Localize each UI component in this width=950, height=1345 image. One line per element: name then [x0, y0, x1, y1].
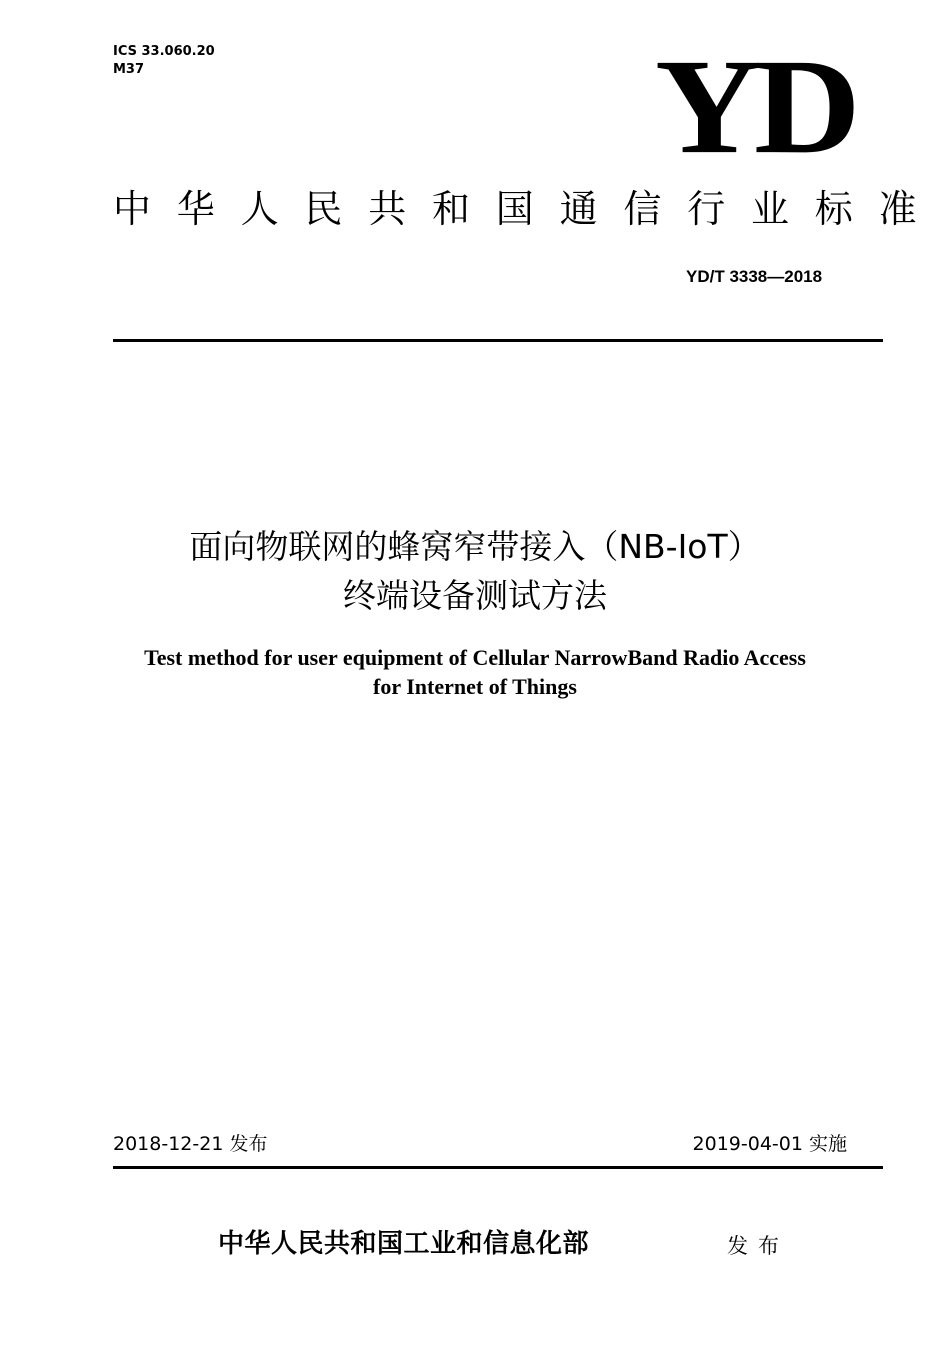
- standard-category-title: 中华人民共和国通信行业标准: [113, 187, 943, 231]
- yd-logo: YD: [655, 31, 853, 183]
- title-cn-line-1: 面向物联网的蜂窝窄带接入（NB-IoT）: [189, 527, 761, 566]
- implement-date: 2019-04-01 实施: [692, 1133, 847, 1155]
- title-cn-line-2: 终端设备测试方法: [343, 576, 607, 615]
- bottom-divider: [113, 1166, 883, 1169]
- ics-code: ICS 33.060.20: [113, 44, 215, 59]
- title-en-line-1: Test method for user equipment of Cellular NarrowBand Radio Access: [144, 645, 806, 670]
- issuing-authority: 中华人民共和国工业和信息化部: [218, 1229, 590, 1259]
- top-divider: [113, 339, 883, 342]
- document-title-cn: [0, 522, 950, 620]
- standard-number: YD/T 3338—2018: [686, 267, 823, 286]
- classification-codes: [113, 43, 215, 79]
- title-en-line-2: for Internet of Things: [373, 674, 577, 699]
- class-code: M37: [113, 62, 145, 77]
- document-title-en: [0, 643, 950, 701]
- issue-label: 发布: [727, 1234, 789, 1258]
- publish-date: 2018-12-21 发布: [113, 1133, 268, 1155]
